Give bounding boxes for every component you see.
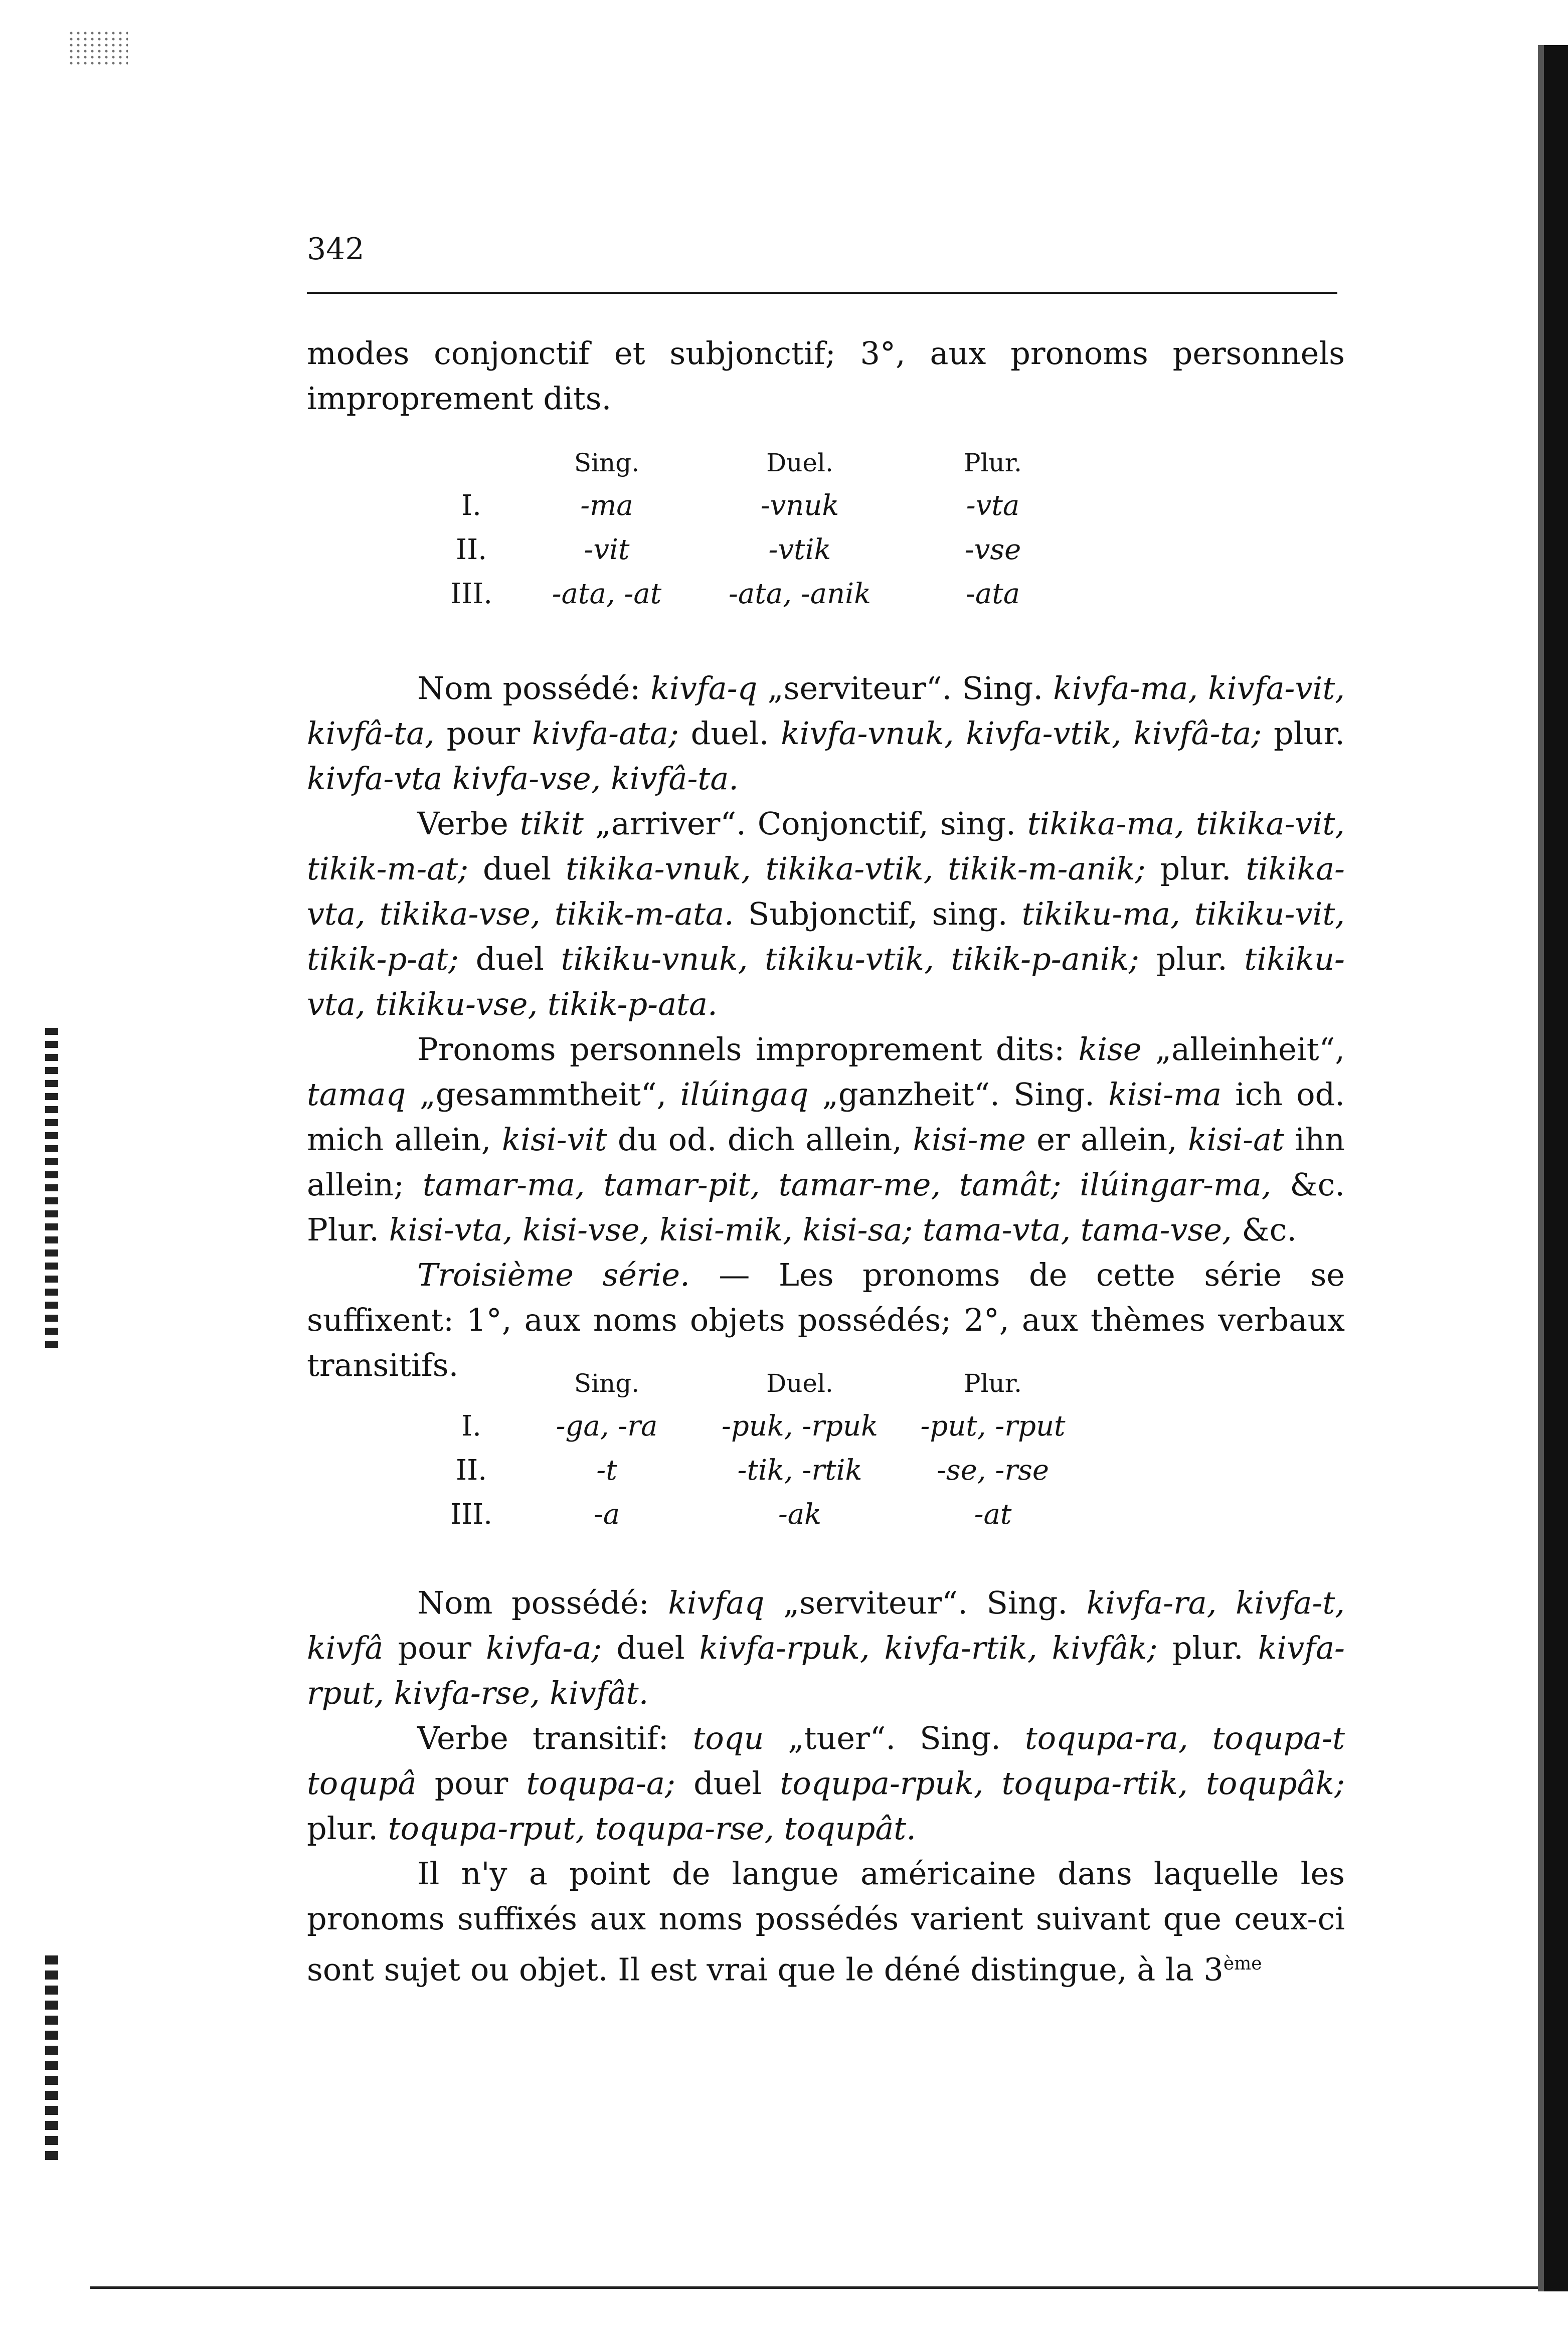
person-label: III. <box>450 1498 493 1531</box>
column-header: Duel. <box>766 448 833 477</box>
binding-shadow <box>1538 45 1544 2291</box>
body-text-block <box>307 666 1345 1388</box>
intro-text <box>307 331 1345 421</box>
table-cell: -ata, -anik <box>728 577 872 610</box>
table-cell: -put, -rput <box>920 1409 1066 1443</box>
page-number: 342 <box>307 232 365 267</box>
paragraph-verb-tikit: Verbe tikit „arriver“. Conjonctif, sing. tikika-ma, tikika-vit, tikik-m-at; duel tikika-vnuk, tikika-vtik, tikik-m-anik; plur. tikika-vta, tikika-vse, tikik-m-ata. Subjonctif, sing. tikiku-ma, tikiku-vit, tikik-p-at; duel tikiku-vnuk, tikiku-vtik, tikik-p-anik; plur. tikiku-vta, tikiku-vse, tikik-p-ata. <box>307 805 1345 1022</box>
table-row <box>411 1404 1068 1448</box>
table-cell: -vta <box>966 489 1020 522</box>
table-cell: -vit <box>584 533 630 566</box>
paragraph-personal-pronouns: Pronoms personnels improprement dits: kise „alleinheit“, tamaq „gesammtheit“, ilúingaq „ganzheit“. Sing. kisi-ma ich od. mich allein, kisi-vit du od. dich allein, kisi-me er allein, kisi-at ihn allein; tamar-ma, tamar-pit, tamar-me, tamât; ilúingar-ma, &c. Plur. kisi-vta, kisi-vse, kisi-mik, kisi-sa; tama-vta, tama-vse, &c. <box>307 1031 1345 1248</box>
table-cell: -se, -rse <box>937 1454 1049 1487</box>
table-cell: -vtik <box>768 533 831 566</box>
table-row <box>411 1492 1068 1536</box>
table-cell: -ga, -ra <box>556 1409 658 1443</box>
pronoun-table-3rd-series <box>411 1363 1068 1536</box>
scan-noise <box>45 1955 58 2166</box>
table-cell: -ma <box>580 489 633 522</box>
table-cell: -ata <box>965 577 1020 610</box>
paragraph-possessed-noun-1: Nom possédé: kivfa-q „serviteur“. Sing. kivfa-ma, kivfa-vit, kivfâ-ta, pour kivfa-ata; duel. kivfa-vnuk, kivfa-vtik, kivfâ-ta; plur. kivfa-vta kivfa-vse, kivfâ-ta. <box>307 670 1345 797</box>
table-cell: -vnuk <box>760 489 839 522</box>
paragraph-third-series: Troisième série. — Les pronoms de cette série se suffixent: 1°, aux noms objets possédés; 2°, aux thèmes verbaux transitifs. <box>307 1257 1345 1383</box>
header-rule <box>307 292 1337 294</box>
table-cell: -puk, -rpuk <box>722 1409 878 1443</box>
column-header: Sing. <box>574 1369 640 1398</box>
table-row <box>411 527 1068 572</box>
paragraph-transitive-verb: Verbe transitif: toqu „tuer“. Sing. toqupa-ra, toqupa-t toqupâ pour toqupa-a; duel toqupa-rpuk, toqupa-rtik, toqupâk; plur. toqupa-rput, toqupa-rse, toqupât. <box>307 1720 1345 1847</box>
table-cell: -tik, -rtik <box>737 1454 862 1487</box>
column-header: Sing. <box>574 448 640 477</box>
person-label: I. <box>461 489 481 522</box>
table-cell: -ata, -at <box>552 577 662 610</box>
page-binding-edge <box>1544 45 1568 2291</box>
table-header-row <box>411 442 1068 483</box>
person-label: II. <box>455 533 487 566</box>
table-cell: -at <box>974 1498 1012 1531</box>
column-header: Plur. <box>963 448 1022 477</box>
table-row <box>411 1448 1068 1492</box>
paragraph-american-languages: Il n'y a point de langue américaine dans laquelle les pronoms suffixés aux noms possédés varient suivant que ceux-ci sont sujet ou objet. Il est vrai que le déné distingue, à la 3ème <box>307 1855 1345 1988</box>
scan-noise <box>45 1028 58 1349</box>
table-cell: -ak <box>778 1498 822 1531</box>
pronoun-table-2nd-series <box>411 442 1068 616</box>
superscript-eme: ème <box>1223 1953 1262 1974</box>
table-cell: -a <box>593 1498 620 1531</box>
page-bottom-edge <box>90 2286 1538 2289</box>
scan-noise <box>68 30 128 65</box>
intro-line: improprement dits. <box>307 380 612 417</box>
table-row <box>411 572 1068 616</box>
column-header: Plur. <box>963 1369 1022 1398</box>
person-label: I. <box>461 1409 481 1443</box>
table-row <box>411 483 1068 527</box>
intro-line: modes conjonctif et subjonctif; 3°, aux pronoms personnels <box>307 335 1345 372</box>
person-label: II. <box>455 1454 487 1487</box>
person-label: III. <box>450 577 493 610</box>
table-cell: -t <box>596 1454 617 1487</box>
body-text-block <box>307 1580 1345 1993</box>
table-header-row <box>411 1363 1068 1404</box>
paragraph-possessed-noun-2: Nom possédé: kivfaq „serviteur“. Sing. kivfa-ra, kivfa-t, kivfâ pour kivfa-a; duel kivfa-rpuk, kivfa-rtik, kivfâk; plur. kivfa-rput, kivfa-rse, kivfât. <box>307 1584 1345 1711</box>
column-header: Duel. <box>766 1369 833 1398</box>
table-cell: -vse <box>964 533 1021 566</box>
